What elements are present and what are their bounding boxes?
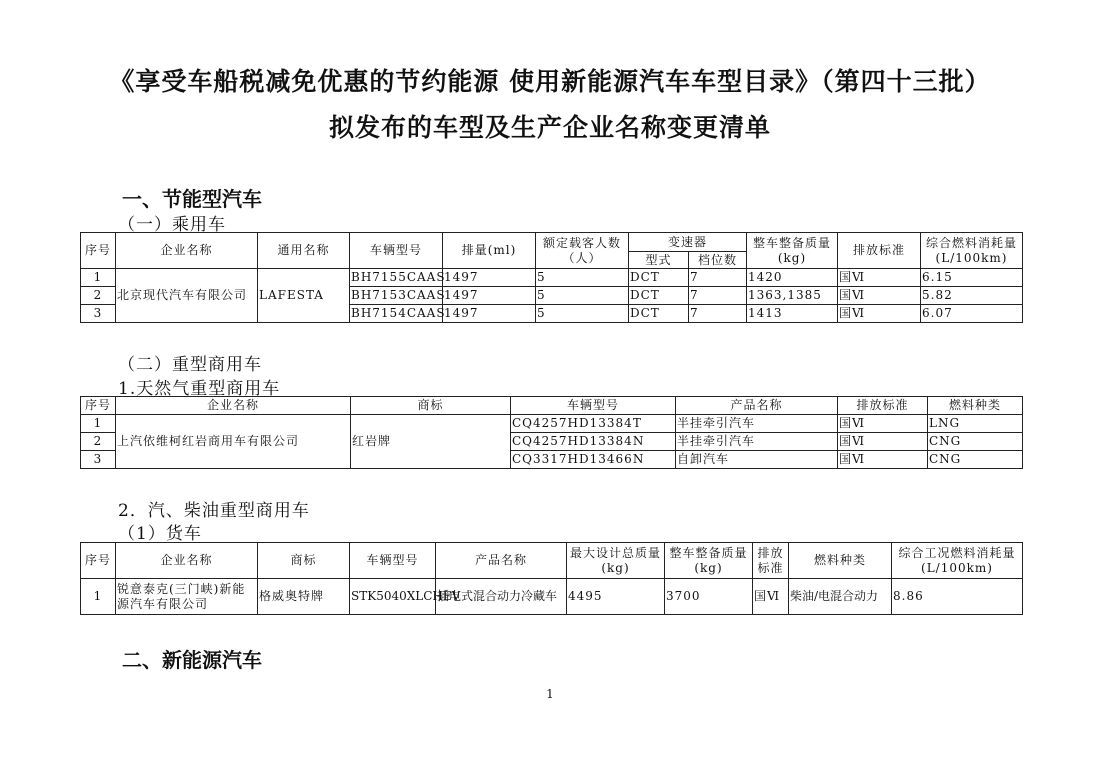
cell-displacement: 1497 — [443, 269, 536, 287]
cell-model: CQ4257HD13384T — [511, 415, 676, 433]
header-model: 车辆型号 — [350, 233, 443, 269]
cell-seq: 3 — [81, 451, 116, 469]
passenger-heading: （一）乘用车 — [118, 215, 226, 235]
header-fuel-line2: (L/100km) — [935, 250, 1008, 265]
cell-gears: 7 — [689, 269, 747, 287]
page-number: 1 — [546, 687, 554, 701]
cell-emission: 国Ⅵ — [838, 433, 928, 451]
cell-common-name: LAFESTA — [258, 269, 350, 323]
header-company: 企业名称 — [116, 233, 258, 269]
header-company: 企业名称 — [116, 543, 258, 579]
header-curb-line1: 整车整备质量 — [669, 545, 748, 560]
header-fuel-line1: 综合燃料消耗量 — [926, 235, 1018, 250]
cell-trans-type: DCT — [629, 269, 689, 287]
header-curb-line1: 整车整备质量 — [753, 235, 832, 250]
header-gross-line2: (kg) — [601, 560, 630, 575]
header-gross-line1: 最大设计总质量 — [569, 545, 661, 560]
header-curb-line2: (kg) — [694, 560, 723, 575]
heavy-heading: （二）重型商用车 — [118, 355, 262, 375]
cell-emission: 国Ⅵ — [838, 305, 921, 323]
cell-product: 半挂牵引汽车 — [676, 415, 838, 433]
header-emission — [753, 543, 789, 579]
cell-gears: 7 — [689, 287, 747, 305]
header-fuel — [892, 543, 1023, 579]
header-brand: 商标 — [351, 397, 511, 415]
header-seq: 序号 — [81, 233, 116, 269]
cell-brand: 格威奥特牌 — [258, 579, 350, 615]
cell-fuel: 8.86 — [892, 579, 1023, 615]
cell-curb: 1413 — [747, 305, 838, 323]
cell-gears: 7 — [689, 305, 747, 323]
table-row — [81, 579, 1023, 615]
cell-seq: 2 — [81, 287, 116, 305]
header-curb-line2: (kg) — [777, 250, 807, 265]
cell-seq: 1 — [81, 269, 116, 287]
cell-seats: 5 — [536, 287, 629, 305]
cell-trans-type: DCT — [629, 287, 689, 305]
cell-model: BH7155CAAS — [350, 269, 443, 287]
header-seats-line1: 额定载客人数 — [542, 235, 621, 250]
cell-seq: 3 — [81, 305, 116, 323]
header-displacement: 排量(ml) — [443, 233, 536, 269]
header-common-name: 通用名称 — [258, 233, 350, 269]
gas-vehicle-table — [80, 396, 1023, 469]
table-row — [81, 269, 1023, 287]
cell-seq: 1 — [81, 579, 116, 615]
header-model: 车辆型号 — [350, 543, 436, 579]
header-fuel-line1: 综合工况燃料消耗量 — [898, 545, 1016, 560]
cell-fuel-type: CNG — [928, 433, 1023, 451]
cell-company: 北京现代汽车有限公司 — [116, 269, 258, 323]
cell-curb: 1420 — [747, 269, 838, 287]
header-model: 车辆型号 — [511, 397, 676, 415]
truck-heading: （1）货车 — [118, 524, 202, 544]
cell-displacement: 1497 — [443, 305, 536, 323]
cell-emission: 国Ⅵ — [838, 269, 921, 287]
cell-curb: 1363,1385 — [747, 287, 838, 305]
header-curb — [747, 233, 838, 269]
cell-model: CQ3317HD13466N — [511, 451, 676, 469]
table-header-row — [81, 233, 1023, 252]
header-trans-gears: 档位数 — [689, 252, 747, 269]
header-emission-line1: 排放 — [757, 545, 784, 560]
cell-seq: 2 — [81, 433, 116, 451]
cell-product: 自卸汽车 — [676, 451, 838, 469]
document-title-line1: 《享受车船税减免优惠的节约能源 使用新能源汽车车型目录》（第四十三批） — [109, 67, 991, 96]
cell-trans-type: DCT — [629, 305, 689, 323]
cell-product: 半挂牵引汽车 — [676, 433, 838, 451]
header-seats-line2: （人） — [562, 250, 602, 265]
cell-gross: 4495 — [567, 579, 665, 615]
cell-seats: 5 — [536, 269, 629, 287]
header-trans-type: 型式 — [629, 252, 689, 269]
cell-seats: 5 — [536, 305, 629, 323]
header-gross — [567, 543, 665, 579]
header-emission-line2: 标准 — [757, 560, 784, 575]
cell-fuel: 5.82 — [921, 287, 1023, 305]
cell-emission: 国Ⅵ — [838, 415, 928, 433]
cell-model: BH7154CAAS — [350, 305, 443, 323]
header-fuel — [921, 233, 1023, 269]
passenger-car-table — [80, 232, 1023, 323]
header-product: 产品名称 — [436, 543, 567, 579]
header-transmission: 变速器 — [629, 233, 747, 252]
header-emission: 排放标准 — [838, 397, 928, 415]
cell-fuel: 6.15 — [921, 269, 1023, 287]
truck-table — [80, 542, 1023, 615]
header-fuel-type: 燃料种类 — [789, 543, 892, 579]
table-header-row — [81, 397, 1023, 415]
header-emission: 排放标准 — [838, 233, 921, 269]
header-seq: 序号 — [81, 543, 116, 579]
table-header-row — [81, 543, 1023, 579]
cell-model: STK5040XLCHEV — [350, 579, 436, 615]
header-curb — [665, 543, 753, 579]
header-brand: 商标 — [258, 543, 350, 579]
cell-fuel-type: CNG — [928, 451, 1023, 469]
cell-emission: 国Ⅵ — [838, 287, 921, 305]
cell-company: 上汽依维柯红岩商用车有限公司 — [116, 415, 351, 469]
cell-brand: 红岩牌 — [351, 415, 511, 469]
cell-model: BH7153CAAS — [350, 287, 443, 305]
cell-curb: 3700 — [665, 579, 753, 615]
header-product: 产品名称 — [676, 397, 838, 415]
header-company: 企业名称 — [116, 397, 351, 415]
document-title-line2: 拟发布的车型及生产企业名称变更清单 — [328, 113, 771, 142]
cell-emission: 国Ⅵ — [838, 451, 928, 469]
cell-product: 插电式混合动力冷藏车 — [436, 579, 567, 615]
table-row — [81, 415, 1023, 433]
cell-displacement: 1497 — [443, 287, 536, 305]
cell-fuel: 6.07 — [921, 305, 1023, 323]
header-seq: 序号 — [81, 397, 116, 415]
cell-company: 锐意泰克(三门峡)新能源汽车有限公司 — [116, 579, 258, 615]
header-fuel-type: 燃料种类 — [928, 397, 1023, 415]
gas-heading: 1.天然气重型商用车 — [118, 379, 281, 399]
cell-fuel-type: 柴油/电混合动力 — [789, 579, 892, 615]
section2-heading: 二、新能源汽车 — [122, 648, 262, 672]
cell-seq: 1 — [81, 415, 116, 433]
header-fuel-line2: (L/100km) — [921, 560, 993, 575]
cell-emission: 国Ⅵ — [753, 579, 789, 615]
cell-model: CQ4257HD13384N — [511, 433, 676, 451]
section1-heading: 一、节能型汽车 — [122, 187, 262, 211]
header-seats — [536, 233, 629, 269]
diesel-heading: 2．汽、柴油重型商用车 — [118, 501, 310, 521]
cell-fuel-type: LNG — [928, 415, 1023, 433]
